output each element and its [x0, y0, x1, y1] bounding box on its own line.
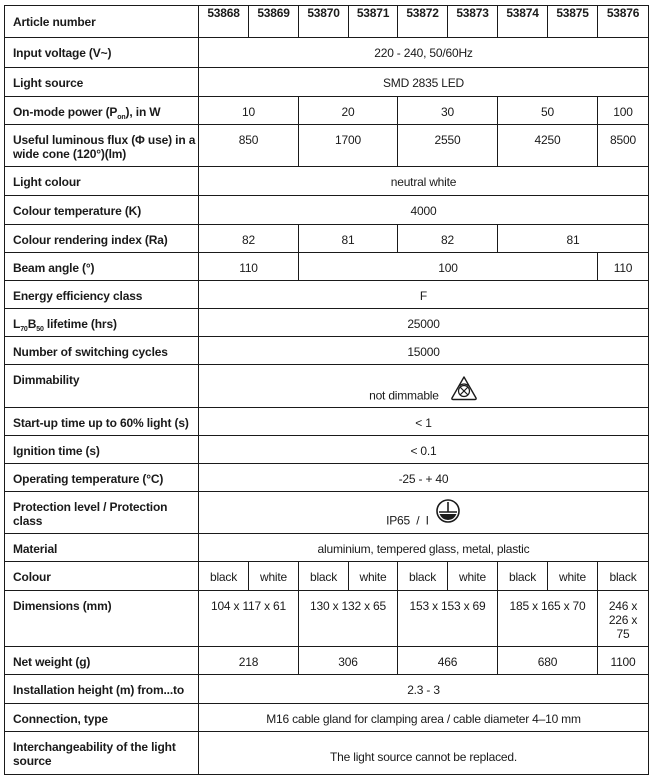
row-cri — [5, 225, 649, 253]
input-voltage-label: Input voltage (V~) — [5, 38, 199, 68]
interchangeability-label: Interchangeability of the light source — [5, 732, 199, 775]
colour-value: black — [199, 562, 249, 591]
row-operating-temp — [5, 464, 649, 492]
net-weight-value: 1100 — [598, 647, 649, 675]
cri-value: 82 — [199, 225, 299, 253]
cri-label: Colour rendering index (Ra) — [5, 225, 199, 253]
light-colour-label: Light colour — [5, 167, 199, 196]
row-colour — [5, 562, 649, 591]
row-protection — [5, 492, 649, 534]
cri-value: 82 — [398, 225, 498, 253]
colour-value: black — [398, 562, 448, 591]
row-installation-height — [5, 675, 649, 704]
colour-value: white — [249, 562, 299, 591]
lifetime-value: 25000 — [199, 309, 649, 337]
colour-value: black — [299, 562, 349, 591]
dimensions-value: 246 x 226 x 75 — [598, 591, 649, 647]
input-voltage-value: 220 - 240, 50/60Hz — [199, 38, 649, 68]
row-light-source — [5, 68, 649, 97]
installation-height-value: 2.3 - 3 — [199, 675, 649, 704]
net-weight-value: 306 — [299, 647, 398, 675]
light-source-value: SMD 2835 LED — [199, 68, 649, 97]
net-weight-value: 466 — [398, 647, 498, 675]
article-53870: 53870 — [299, 6, 349, 38]
cri-value: 81 — [498, 225, 649, 253]
row-ignition-time — [5, 436, 649, 464]
material-label: Material — [5, 534, 199, 562]
power-value: 50 — [498, 97, 598, 125]
article-53874: 53874 — [498, 6, 548, 38]
flux-value: 850 — [199, 125, 299, 167]
dimensions-value: 130 x 132 x 65 — [299, 591, 398, 647]
row-colour-temperature — [5, 196, 649, 225]
lifetime-label: $L_{70}B_{50}$ lifetime (hrs) — [5, 309, 199, 337]
on-mode-power-label: On-mode power $(P_{on})$, in W — [5, 97, 199, 125]
dimensions-label: Dimensions (mm) — [5, 591, 199, 647]
colour-label: Colour — [5, 562, 199, 591]
article-53871: 53871 — [349, 6, 398, 38]
ignition-time-label: Ignition time (s) — [5, 436, 199, 464]
colour-temperature-value: 4000 — [199, 196, 649, 225]
row-light-colour — [5, 167, 649, 196]
net-weight-value: 218 — [199, 647, 299, 675]
article-53876: 53876 — [598, 6, 649, 38]
colour-value: white — [349, 562, 398, 591]
ignition-time-value: < 0.1 — [199, 436, 649, 464]
row-article-number — [5, 6, 649, 38]
product-spec-table — [4, 5, 649, 775]
row-dimmability — [5, 365, 649, 408]
dimensions-value: 153 x 153 x 69 — [398, 591, 498, 647]
dimensions-value: 185 x 165 x 70 — [498, 591, 598, 647]
colour-value: black — [598, 562, 649, 591]
beam-angle-label: Beam angle (°) — [5, 253, 199, 281]
beam-angle-value: 110 — [199, 253, 299, 281]
light-source-label: Light source — [5, 68, 199, 97]
net-weight-value: 680 — [498, 647, 598, 675]
row-lifetime — [5, 309, 649, 337]
row-interchangeability — [5, 732, 649, 775]
colour-value: white — [448, 562, 498, 591]
article-number-label: Article number — [5, 6, 199, 38]
not-dimmable-icon — [450, 375, 478, 404]
protective-earth-icon — [435, 498, 461, 527]
cri-value: 81 — [299, 225, 398, 253]
row-startup-time — [5, 408, 649, 436]
row-on-mode-power — [5, 97, 649, 125]
flux-value: 2550 — [398, 125, 498, 167]
article-53875: 53875 — [548, 6, 598, 38]
operating-temp-label: Operating temperature (°C) — [5, 464, 199, 492]
energy-class-label: Energy efficiency class — [5, 281, 199, 309]
row-dimensions — [5, 591, 649, 647]
beam-angle-value: 100 — [299, 253, 598, 281]
beam-angle-value: 110 — [598, 253, 649, 281]
protection-value: IP65 / I — [386, 513, 429, 528]
flux-value: 4250 — [498, 125, 598, 167]
dimmability-label: Dimmability — [5, 365, 199, 408]
row-switching-cycles — [5, 337, 649, 365]
dimmability-cell — [199, 365, 649, 408]
row-net-weight — [5, 647, 649, 675]
article-53873: 53873 — [448, 6, 498, 38]
power-value: 100 — [598, 97, 649, 125]
operating-temp-value: -25 - + 40 — [199, 464, 649, 492]
colour-temperature-label: Colour temperature (K) — [5, 196, 199, 225]
row-energy-class — [5, 281, 649, 309]
interchangeability-value: The light source cannot be replaced. — [199, 732, 649, 775]
article-53869: 53869 — [249, 6, 299, 38]
dimensions-value: 104 x 117 x 61 — [199, 591, 299, 647]
protection-label: Protection level / Protection class — [5, 492, 199, 534]
row-connection — [5, 704, 649, 732]
colour-value: white — [548, 562, 598, 591]
power-value: 20 — [299, 97, 398, 125]
protection-cell — [199, 492, 649, 534]
luminous-flux-label: Useful luminous flux (Φ use) in a wide cone (120°)(lm) — [5, 125, 199, 167]
material-value: aluminium, tempered glass, metal, plastic — [199, 534, 649, 562]
energy-class-value: F — [199, 281, 649, 309]
article-53872: 53872 — [398, 6, 448, 38]
installation-height-label: Installation height (m) from...to — [5, 675, 199, 704]
colour-value: black — [498, 562, 548, 591]
switching-cycles-label: Number of switching cycles — [5, 337, 199, 365]
row-input-voltage — [5, 38, 649, 68]
power-value: 30 — [398, 97, 498, 125]
connection-label: Connection, type — [5, 704, 199, 732]
net-weight-label: Net weight (g) — [5, 647, 199, 675]
power-value: 10 — [199, 97, 299, 125]
startup-time-label: Start-up time up to 60% light (s) — [5, 408, 199, 436]
flux-value: 1700 — [299, 125, 398, 167]
switching-cycles-value: 15000 — [199, 337, 649, 365]
article-53868: 53868 — [199, 6, 249, 38]
dimmability-value: not dimmable — [369, 388, 439, 403]
row-material — [5, 534, 649, 562]
row-luminous-flux — [5, 125, 649, 167]
connection-value: M16 cable gland for clamping area / cable diameter 4–10 mm — [199, 704, 649, 732]
row-beam-angle — [5, 253, 649, 281]
startup-time-value: < 1 — [199, 408, 649, 436]
flux-value: 8500 — [598, 125, 649, 167]
light-colour-value: neutral white — [199, 167, 649, 196]
